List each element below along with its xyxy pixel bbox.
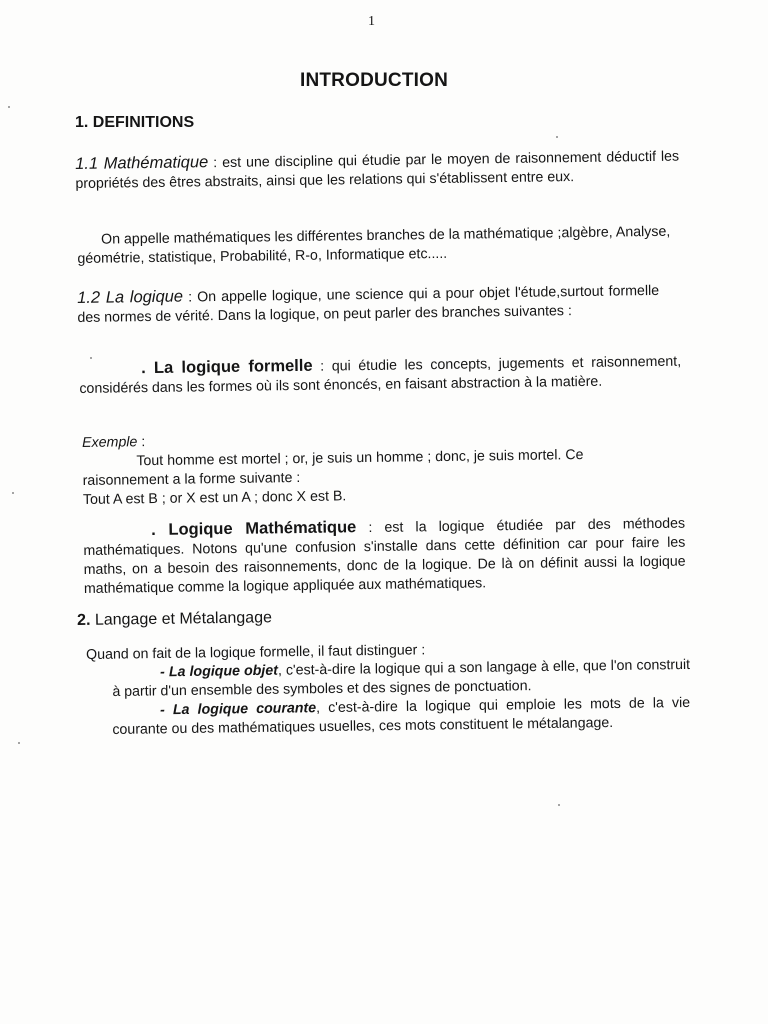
logique-mathematique-text: est la logique étudiée par des méthodes mathématiques. Notons qu'une confusion s'installe dans cette définition car pour faire les maths, on a besoin des raisonnements, donc de la logique. De là on définit aussi la logique mathématique comme la logique appliquée aux mathématiques. [83,515,686,597]
scan-speck [12,492,14,494]
term-mathematique: 1.1 Mathématique [75,153,209,173]
colon: : [356,519,385,537]
branches-paragraph: On appelle mathématiques les différentes branches de la mathématique ;algèbre, Analyse, géométrie, statistique, Probabilité, R-o, Informatique etc..... [77,223,671,267]
definition-mathematique-text: est une discipline qui étudie par le moyen de raisonnement déductif les propriétés des êtres abstraits, ainsi que les relations qui s'établissent entre eux. [75,148,680,192]
page-number: 1 [368,14,375,29]
bullet: . [150,520,169,540]
term-logique: 1.2 La logique [77,287,184,307]
logique-courante-item [112,694,690,740]
colon: : [137,434,146,451]
exemple-line-3: Tout A est B ; or X est un A ; donc X est B. [82,488,347,508]
scan-speck [558,804,560,806]
exemple-block [82,426,687,510]
definition-mathematique [75,147,679,194]
logique-formelle-paragraph [79,352,681,399]
logique-formelle-text: qui étudie les concepts, jugements et raisonnement, considérés dans les formes où ils sont énoncés, en faisant abstraction à la matière. [79,353,682,397]
exemple-line-2: raisonnement a la forme suivante : [82,469,301,489]
term-logique-formelle: La logique formelle [153,356,313,377]
scan-speck [90,357,92,359]
scan-speck [556,136,558,138]
section-2-intro: Quand on fait de la logique formelle, il faut distinguer : [86,642,426,663]
section-2-heading [77,609,272,630]
colon: : [312,358,332,375]
exemple-line-1: Tout homme est mortel ; or, je suis un homme ; donc, je suis mortel. Ce [136,447,584,470]
term-logique-mathematique: Logique Mathématique [168,518,357,539]
term-logique-objet: La logique objet [168,662,279,681]
colon: : [208,154,223,172]
exemple-label: Exemple [82,434,138,451]
term-logique-courante: La logique courante [172,700,317,719]
section-2-title: Langage et Métalangage [90,609,273,629]
dash: - [160,702,174,719]
logique-mathematique-paragraph [83,514,686,599]
logique-objet-text: , c'est-à-dire la logique qui a son langage à elle, que l'on construit à partir d'un ensemble des symboles et des signes de ponctuation. [112,656,691,700]
colon: : [182,289,198,306]
scan-speck [8,106,10,108]
section-1-heading: 1. DEFINITIONS [75,114,195,131]
definition-logique-text: On appelle logique, une science qui a pour objet l'étude,surtout formelle des normes de vérité. Dans la logique, on peut parler des branches suivantes : [77,282,660,326]
scan-speck [18,742,20,744]
dash: - [160,664,170,681]
section-2-number: 2. [77,611,91,629]
definition-logique [77,281,659,328]
page-title: INTRODUCTION [299,70,449,91]
bullet: . [140,358,155,378]
logique-courante-text: , c'est-à-dire la logique qui emploie les mots de la vie courante ou des mathématiques usuelles, ces mots constituent le métalangage. [112,694,691,738]
